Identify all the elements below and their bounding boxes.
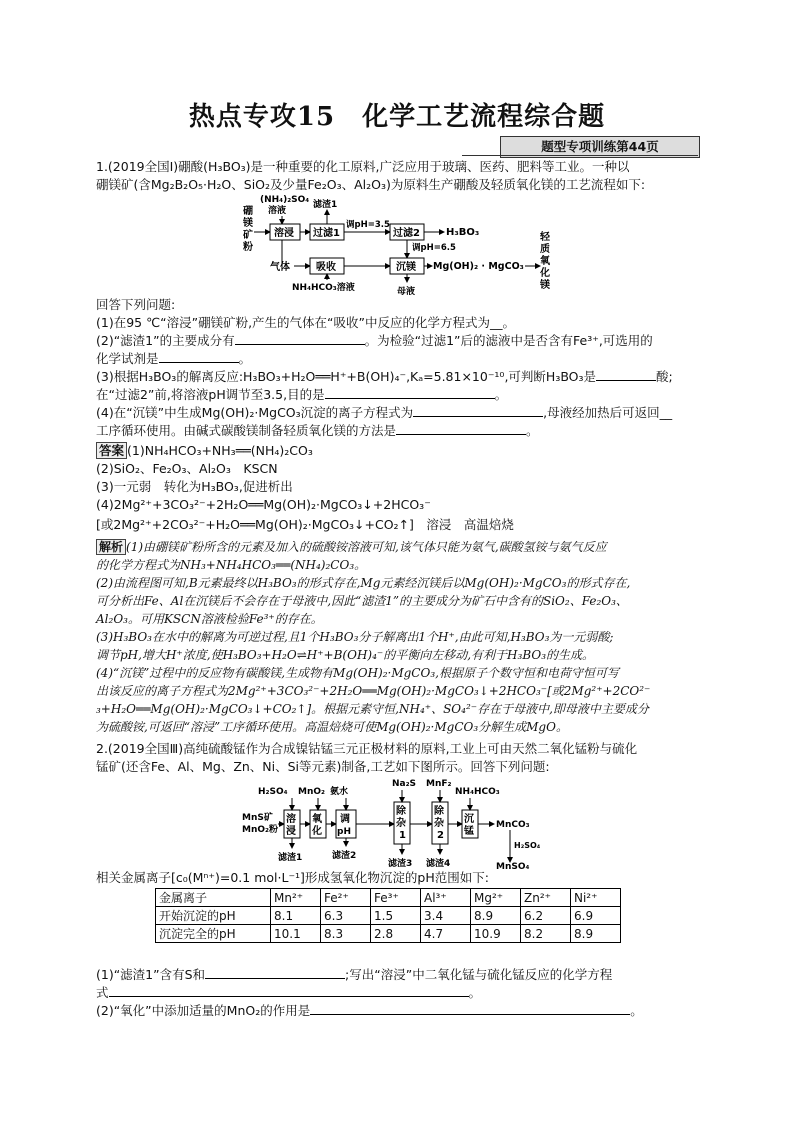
table-header-row bbox=[156, 889, 621, 907]
table-cell: Fe²⁺ bbox=[321, 889, 371, 907]
box-guolv2: 过滤2 bbox=[393, 228, 420, 239]
q1-part4: (4)在“沉镁”中生成Mg(OH)₂·MgCO₃沉淀的离子方程式为 ,母液经加热后可返回__ bbox=[96, 405, 673, 420]
q1-part2: (2)“滤渣1”的主要成分有 。为检验“过滤1”后的滤液中是否含有Fe³⁺,可选用的 bbox=[96, 333, 653, 348]
table-row bbox=[156, 925, 621, 943]
table-cell: Fe³⁺ bbox=[371, 889, 421, 907]
answer-line4: (4)2Mg²⁺+3CO₃²⁻+2H₂O══Mg(OH)₂·MgCO₃↓+2HCO₃⁻ bbox=[96, 497, 431, 512]
table-cell: 8.9 bbox=[471, 907, 521, 925]
table-row bbox=[156, 907, 621, 925]
q1-line2: 硼镁矿(含Mg₂B₂O₅·H₂O、SiO₂及少量Fe₂O₃、Al₂O₃)为原料生产硼酸及轻质氧化镁的工艺流程如下: bbox=[96, 177, 646, 192]
answer-line3: (3)一元弱 转化为H₃BO₃,促进析出 bbox=[96, 479, 293, 494]
lvzha-2: 滤渣2 bbox=[332, 851, 357, 861]
table-cell: 8.3 bbox=[321, 925, 371, 943]
box-b1-2: 浸 bbox=[286, 826, 296, 837]
box-b4-3: 1 bbox=[399, 830, 406, 841]
feed-mns: MnS矿 bbox=[242, 813, 273, 823]
box-rongjin: 溶浸 bbox=[274, 228, 294, 239]
table-cell: 开始沉淀的pH bbox=[156, 907, 271, 925]
lvzha1: 滤渣1 bbox=[313, 200, 338, 210]
explain-line4: 可分析出Fe、Al在沉镁后不会存在于母液中,因此“滤渣1”的主要成分为矿石中含有的SiO₂、Fe₂O₃、 bbox=[96, 594, 628, 608]
table-cell: 3.4 bbox=[421, 907, 471, 925]
reagent-h2so4-b: H₂SO₄ bbox=[514, 841, 541, 850]
q1-part3: (3)根据H₃BO₃的解离反应:H₃BO₃+H₂O══H⁺+B(OH)₄⁻,Kₐ=5.81×10⁻¹⁰,可判断H₃BO₃是 酸; bbox=[96, 369, 673, 384]
adjust-ph-3-5: 调pH=3.5 bbox=[346, 220, 390, 230]
q1-part3-cont: 在“过滤2”前,将溶液pH调节至3.5,目的是 。 bbox=[96, 387, 508, 402]
table-cell: 2.8 bbox=[371, 925, 421, 943]
answer-label: 答案 bbox=[96, 442, 127, 459]
box-b4-1: 除 bbox=[396, 806, 406, 817]
reagent-mno2: MnO₂ bbox=[298, 787, 325, 797]
reagent-mnf2: MnF₂ bbox=[426, 779, 452, 789]
page-title: 热点专攻15 化学工艺流程综合题 bbox=[188, 102, 606, 132]
table-cell: 10.1 bbox=[271, 925, 321, 943]
table-cell: 4.7 bbox=[421, 925, 471, 943]
q1-part1: (1)在95 ℃“溶浸”硼镁矿粉,产生的气体在“吸收”中反应的化学方程式为__。 bbox=[96, 315, 516, 330]
box-b4-2: 杂 bbox=[396, 818, 406, 829]
box-b5-3: 2 bbox=[437, 830, 444, 841]
table-cell: 8.9 bbox=[571, 925, 621, 943]
ph-table bbox=[155, 888, 621, 943]
gas-label: 气体 bbox=[270, 262, 290, 273]
box-b3-2: pH bbox=[337, 827, 351, 837]
q1-part2-cont: 化学试剂是 。 bbox=[96, 351, 252, 366]
q2-line1: 2.(2019全国Ⅲ)高纯硫酸锰作为合成镍钴锰三元正极材料的原料,工业上可由天然二氧化锰粉与硫化 bbox=[96, 741, 638, 756]
flow-diagram-2 bbox=[240, 776, 570, 870]
reagent-ammonia: 氨水 bbox=[330, 787, 349, 797]
box-b2-1: 氧 bbox=[312, 814, 322, 825]
explain-line1: 解析 (1)由硼镁矿粉所含的元素及加入的硫酸铵溶液可知,该气体只能为氨气,碳酸氢铵与氨气反应 bbox=[96, 538, 700, 556]
light-mgo-4: 化 bbox=[540, 268, 550, 279]
ore-label-1: 硼 bbox=[243, 206, 253, 217]
product-h3bo3: H₃BO₃ bbox=[446, 227, 480, 238]
answer-line5: [或2Mg²⁺+2CO₃²⁻+H₂O══Mg(OH)₂·MgCO₃↓+CO₂↑] 溶浸 高温焙烧 bbox=[96, 517, 514, 532]
explain-line9: 出该反应的离子方程式为2Mg²⁺+3CO₃²⁻+2H₂O══Mg(OH)₂·MgCO₃↓+2HCO₃⁻[或2Mg²⁺+2CO²⁻ bbox=[96, 684, 651, 698]
box-b6-1: 沉 bbox=[464, 814, 474, 825]
explain-line3: (2)由流程图可知,B元素最终以H₃BO₃的形式存在,Mg元素经沉镁后以Mg(OH)₂·MgCO₃的形式存在, bbox=[96, 576, 631, 590]
product-mg: Mg(OH)₂ · MgCO₃ bbox=[433, 261, 524, 272]
table-cell: 金属离子 bbox=[156, 889, 271, 907]
page-tag: 题型专项训练第44页 bbox=[500, 136, 700, 158]
reagent-h2so4: H₂SO₄ bbox=[258, 787, 288, 797]
lvzha-1: 滤渣1 bbox=[278, 853, 303, 863]
answer-line1: 答案 (1)NH₄HCO₃+NH₃══(NH₄)₂CO₃ bbox=[96, 442, 700, 460]
table-cell: Zn²⁺ bbox=[521, 889, 571, 907]
q2-part1-cont: 式 。 bbox=[96, 985, 482, 1000]
table-cell: 10.9 bbox=[471, 925, 521, 943]
ore-label-2: 镁 bbox=[243, 218, 253, 229]
box-b1-1: 溶 bbox=[286, 814, 296, 825]
light-mgo-1: 轻 bbox=[540, 232, 550, 243]
table-cell: 8.1 bbox=[271, 907, 321, 925]
answer-line2: (2)SiO₂、Fe₂O₃、Al₂O₃ KSCN bbox=[96, 461, 278, 476]
box-b5-2: 杂 bbox=[434, 818, 444, 829]
ore-label-4: 粉 bbox=[243, 242, 253, 253]
feed-mno2: MnO₂粉 bbox=[242, 825, 278, 835]
box-b2-2: 化 bbox=[312, 826, 322, 837]
light-mgo-3: 氧 bbox=[540, 256, 550, 267]
table-cell: 1.5 bbox=[371, 907, 421, 925]
table-cell: 6.9 bbox=[571, 907, 621, 925]
lvzha-3: 滤渣3 bbox=[388, 859, 413, 869]
reagent-na2s: Na₂S bbox=[392, 779, 417, 789]
reagent-nh4hco3-2: NH₄HCO₃ bbox=[455, 787, 500, 797]
ore-label-3: 矿 bbox=[243, 230, 253, 241]
mother-liquor: 母液 bbox=[397, 287, 416, 296]
explain-line10: ₃+H₂O══Mg(OH)₂·MgCO₃↓+CO₂↑]。根据元素守恒,NH₄⁺、SO₄²⁻存在于母液中,即母液中主要成分 bbox=[96, 702, 649, 716]
q1-line1: 1.(2019全国Ⅰ)硼酸(H₃BO₃)是一种重要的化工原料,广泛应用于玻璃、医药、肥料等工业。一种以 bbox=[96, 159, 630, 174]
reagent-nh4hco3: NH₄HCO₃溶液 bbox=[292, 283, 355, 293]
table-cell: Mg²⁺ bbox=[471, 889, 521, 907]
table-cell: 6.3 bbox=[321, 907, 371, 925]
explain-line2: 的化学方程式为NH₃+NH₄HCO₃══(NH₄)₂CO₃。 bbox=[96, 558, 367, 572]
tag-underline bbox=[462, 155, 698, 156]
light-mgo-2: 质 bbox=[540, 244, 550, 255]
q2-part1: (1)“滤渣1”含有S和 ;写出“溶浸”中二氧化锰与硫化锰反应的化学方程 bbox=[96, 967, 613, 982]
box-b3-1: 调 bbox=[340, 814, 350, 825]
q2-part2: (2)“氧化”中添加适量的MnO₂的作用是 。 bbox=[96, 1003, 643, 1018]
table-cell: Al³⁺ bbox=[421, 889, 471, 907]
box-b5-1: 除 bbox=[434, 806, 444, 817]
reagent-ammonium-sulfate: (NH₄)₂SO₄ bbox=[260, 195, 310, 205]
adjust-ph-6-5: 调pH=6.5 bbox=[412, 243, 456, 253]
table-cell: 6.2 bbox=[521, 907, 571, 925]
explain-line8: (4)“沉镁”过程中的反应物有碳酸镁,生成物有Mg(OH)₂·MgCO₃,根据原子个数守恒和电荷守恒可写 bbox=[96, 666, 619, 680]
explain-line7: 调节pH,增大H⁺浓度,使H₃BO₃+H₂O⇌H⁺+B(OH)₄⁻的平衡向左移动,有利于H₃BO₃的生成。 bbox=[96, 648, 595, 662]
table-cell: Ni²⁺ bbox=[571, 889, 621, 907]
explain-line5: Al₂O₃。可用KSCN溶液检验Fe³⁺的存在。 bbox=[96, 612, 323, 626]
explain-line11: 为硫酸铵,可返回“溶浸”工序循环使用。高温焙烧可使Mg(OH)₂·MgCO₃分解生成MgO。 bbox=[96, 720, 568, 734]
table-cell: 沉淀完全的pH bbox=[156, 925, 271, 943]
q1-part4-cont: 工序循环使用。由碱式碳酸镁制备轻质氧化镁的方法是 。 bbox=[96, 423, 539, 438]
light-mgo-5: 镁 bbox=[540, 280, 550, 291]
reagent-solution: 溶液 bbox=[268, 206, 287, 216]
box-guolv1: 过滤1 bbox=[313, 228, 340, 239]
product-mnco3: MnCO₃ bbox=[496, 820, 530, 830]
flow-diagram-1 bbox=[240, 194, 560, 296]
box-b6-2: 锰 bbox=[464, 826, 474, 837]
q2-line2: 锰矿(还含Fe、Al、Mg、Zn、Ni、Si等元素)制备,工艺如下图所示。回答下列问题: bbox=[96, 759, 550, 774]
explain-line6: (3)H₃BO₃在水中的解离为可逆过程,且1个H₃BO₃分子解离出1个H⁺,由此可知,H₃BO₃为一元弱酸; bbox=[96, 630, 614, 644]
explain-label: 解析 bbox=[96, 539, 126, 555]
lvzha-4: 滤渣4 bbox=[426, 859, 451, 869]
product-mnso4: MnSO₄ bbox=[496, 862, 530, 870]
box-chenmei: 沉镁 bbox=[396, 262, 416, 273]
q1-intro: 回答下列问题: bbox=[96, 297, 176, 312]
table-cell: 8.2 bbox=[521, 925, 571, 943]
box-xishou: 吸收 bbox=[316, 262, 336, 273]
table-cell: Mn²⁺ bbox=[271, 889, 321, 907]
table-intro: 相关金属离子[c₀(Mⁿ⁺)=0.1 mol·L⁻¹]形成氢氧化物沉淀的pH范围如下: bbox=[96, 870, 489, 885]
